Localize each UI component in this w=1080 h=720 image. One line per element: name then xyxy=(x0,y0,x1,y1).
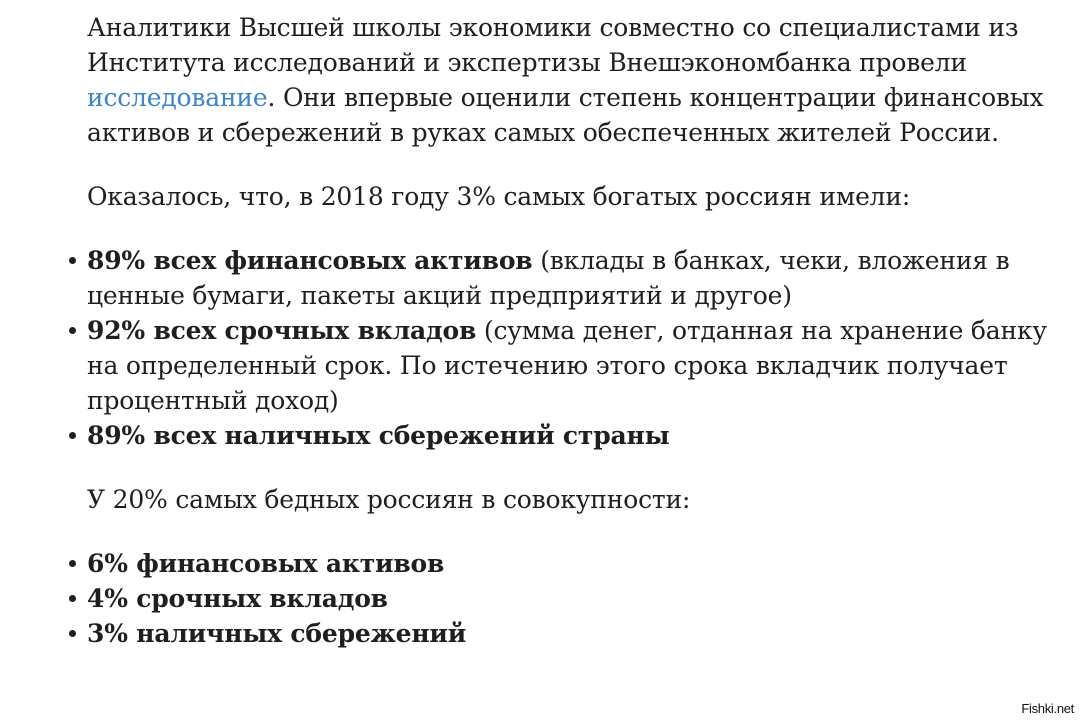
fact-highlight: 4% срочных вкладов xyxy=(87,584,388,613)
list-item xyxy=(87,616,1067,651)
rich-facts-list xyxy=(87,243,1067,453)
intro-text-after-link: . Они впервые оценили степень концентрации финансовых активов и сбережений в руках самых обеспеченных жителей России. xyxy=(87,83,1044,147)
fact-highlight: 92% всех срочных вкладов xyxy=(87,316,477,345)
poor-lead-paragraph: У 20% самых бедных россиян в совокупности: xyxy=(87,485,691,514)
rich-lead-paragraph: Оказалось, что, в 2018 году 3% самых богатых россиян имели: xyxy=(87,182,911,211)
list-item xyxy=(87,243,1067,313)
list-item xyxy=(87,313,1067,418)
poor-facts-list xyxy=(87,546,1067,651)
intro-text-before-link: Аналитики Высшей школы экономики совместно со специалистами из Института исследований и экспертизы Внешэкономбанка провели xyxy=(87,13,1019,77)
research-link[interactable]: исследование xyxy=(87,83,268,112)
intro-paragraph xyxy=(87,10,1067,150)
fact-highlight: 89% всех наличных сбережений страны xyxy=(87,421,670,450)
list-item xyxy=(87,418,1067,453)
article-body xyxy=(87,10,1067,651)
fact-highlight: 6% финансовых активов xyxy=(87,549,445,578)
list-item xyxy=(87,546,1067,581)
fact-highlight: 89% всех финансовых активов xyxy=(87,246,533,275)
fact-highlight: 3% наличных сбережений xyxy=(87,619,467,648)
site-watermark: Fishki.net xyxy=(1021,701,1074,716)
fact-description: (вклады в банках, чеки, вложения в ценные бумаги, пакеты акций предприятий и другое) xyxy=(87,246,1010,310)
fact-description: (сумма денег, отданная на хранение банку на определенный срок. По истечению этого срока вкладчик получает процентный доход) xyxy=(87,316,1047,415)
list-item xyxy=(87,581,1067,616)
